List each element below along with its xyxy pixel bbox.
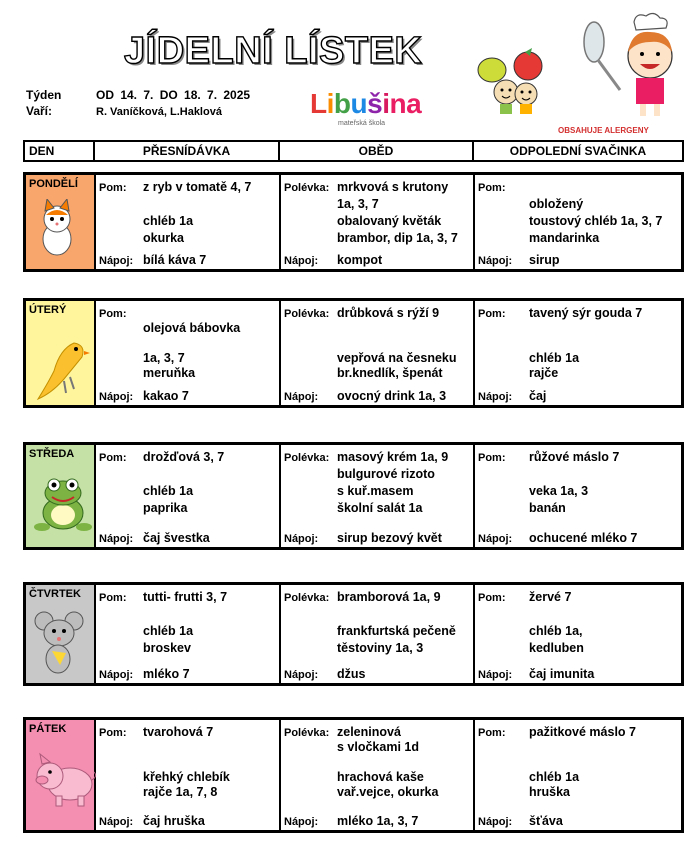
column-header-afternoon: ODPOLEDNÍ SVAČINKA xyxy=(509,144,647,158)
week-label: Týden xyxy=(26,88,62,102)
course-label: Pom: xyxy=(478,592,506,604)
menu-item: tutti- frutti 3, 7 xyxy=(143,590,228,604)
drink-item: čaj xyxy=(529,389,547,403)
drink-label: Nápoj: xyxy=(284,255,319,267)
day-cell xyxy=(26,585,96,683)
course-label: Pom: xyxy=(99,452,127,464)
day-name: ČTVRTEK xyxy=(29,588,81,600)
drink-label: Nápoj: xyxy=(478,391,513,403)
fruit-kids-illustration xyxy=(470,48,550,116)
menu-item: žervé 7 xyxy=(529,590,572,604)
drink-label: Nápoj: xyxy=(99,391,134,403)
drink-label: Nápoj: xyxy=(284,533,319,545)
afternoon-snack-cell xyxy=(475,720,681,830)
column-header-row xyxy=(23,140,684,162)
pig-icon xyxy=(34,750,98,813)
drink-item: ochucené mléko 7 xyxy=(529,531,638,545)
column-header-snack: PŘESNÍDÁVKA xyxy=(95,142,280,160)
course-label: Pom: xyxy=(478,308,506,320)
drink-label: Nápoj: xyxy=(478,816,513,828)
drink-item: sirup bezový květ xyxy=(337,531,442,545)
menu-item: pažitkové máslo 7 xyxy=(529,725,636,739)
menu-item: drůbková s rýží 9 xyxy=(337,306,440,320)
course-label: Polévka: xyxy=(284,182,330,194)
chef-girl-illustration xyxy=(580,12,680,116)
afternoon-snack-cell xyxy=(475,585,681,683)
day-name: ÚTERÝ xyxy=(29,304,67,316)
menu-item: obalovaný květák xyxy=(337,214,442,228)
snack-cell xyxy=(96,720,281,830)
lunch-cell xyxy=(281,720,475,830)
snack-cell xyxy=(96,585,281,683)
menu-item: paprika xyxy=(143,501,188,515)
menu-item: toustový chléb 1a, 3, 7 xyxy=(529,214,663,228)
course-label: Pom: xyxy=(478,727,506,739)
menu-item: veka 1a, 3 xyxy=(529,484,589,498)
menu-item: broskev xyxy=(143,641,191,655)
drink-item: ovocný drink 1a, 3 xyxy=(337,389,447,403)
menu-item: frankfurtská pečeně xyxy=(337,624,456,638)
drink-label: Nápoj: xyxy=(284,816,319,828)
snack-cell xyxy=(96,445,281,547)
drink-item: kompot xyxy=(337,253,383,267)
day-row-monday xyxy=(23,172,684,272)
drink-label: Nápoj: xyxy=(284,391,319,403)
drink-item: mléko 7 xyxy=(143,667,190,681)
drink-item: mléko 1a, 3, 7 xyxy=(337,814,419,828)
drink-item: sirup xyxy=(529,253,560,267)
drink-label: Nápoj: xyxy=(284,669,319,681)
course-label: Polévka: xyxy=(284,308,330,320)
menu-item: banán xyxy=(529,501,566,515)
lunch-cell xyxy=(281,585,475,683)
menu-item: br.knedlík, špenát xyxy=(337,366,443,380)
week-value: OD 14. 7. DO 18. 7. 2025 xyxy=(96,88,251,102)
frog-icon xyxy=(34,475,92,540)
menu-item: s kuř.masem xyxy=(337,484,414,498)
menu-item: chléb 1a xyxy=(143,214,194,228)
menu-item: okurka xyxy=(143,231,184,245)
menu-item: křehký chlebík xyxy=(143,770,230,784)
column-header-day: DEN xyxy=(25,142,95,160)
cooks-label: Vaří: xyxy=(26,104,53,118)
day-row-wednesday xyxy=(23,442,684,550)
menu-item: obložený xyxy=(529,197,584,211)
menu-item: hrachová kaše xyxy=(337,770,424,784)
course-label: Pom: xyxy=(99,308,127,320)
day-cell xyxy=(26,301,96,405)
menu-item: meruňka xyxy=(143,366,196,380)
course-label: Pom: xyxy=(99,727,127,739)
menu-item: chléb 1a, xyxy=(529,624,583,638)
course-label: Polévka: xyxy=(284,727,330,739)
menu-item: rajče xyxy=(529,366,559,380)
menu-item: vepřová na česneku xyxy=(337,351,457,365)
drink-item: čaj imunita xyxy=(529,667,595,681)
course-label: Polévka: xyxy=(284,452,330,464)
day-name: PÁTEK xyxy=(29,723,67,735)
menu-item: s vločkami 1d xyxy=(337,740,419,754)
bird-icon xyxy=(34,331,92,406)
course-label: Pom: xyxy=(99,592,127,604)
menu-item: chléb 1a xyxy=(143,624,194,638)
menu-item: z ryb v tomatě 4, 7 xyxy=(143,180,252,194)
menu-item: chléb 1a xyxy=(143,484,194,498)
menu-item: drožďová 3, 7 xyxy=(143,450,225,464)
allergen-note: OBSAHUJE ALERGENY xyxy=(558,126,649,135)
brand-logo: Libušina xyxy=(310,88,422,119)
afternoon-snack-cell xyxy=(475,175,681,269)
lunch-cell xyxy=(281,301,475,405)
drink-label: Nápoj: xyxy=(99,255,134,267)
afternoon-snack-cell xyxy=(475,445,681,547)
afternoon-snack-cell xyxy=(475,301,681,405)
course-label: Pom: xyxy=(478,452,506,464)
menu-item: brambor, dip 1a, 3, 7 xyxy=(337,231,458,245)
lunch-cell xyxy=(281,175,475,269)
menu-item: školní salát 1a xyxy=(337,501,423,515)
menu-item: masový krém 1a, 9 xyxy=(337,450,449,464)
drink-label: Nápoj: xyxy=(99,533,134,545)
menu-item: těstoviny 1a, 3 xyxy=(337,641,424,655)
day-row-friday xyxy=(23,717,684,833)
day-name: PONDĚLÍ xyxy=(29,178,78,190)
page-title: JÍDELNÍ LÍSTEK xyxy=(124,30,423,72)
drink-label: Nápoj: xyxy=(478,669,513,681)
snack-cell xyxy=(96,175,281,269)
course-label: Polévka: xyxy=(284,592,330,604)
menu-item: mrkvová s krutony xyxy=(337,180,449,194)
drink-item: kakao 7 xyxy=(143,389,189,403)
drink-label: Nápoj: xyxy=(99,669,134,681)
menu-item: mandarinka xyxy=(529,231,600,245)
menu-item: kedluben xyxy=(529,641,584,655)
menu-item: bramborová 1a, 9 xyxy=(337,590,441,604)
menu-item: tavený sýr gouda 7 xyxy=(529,306,643,320)
day-cell xyxy=(26,720,96,830)
menu-item: 1a, 3, 7 xyxy=(143,351,185,365)
drink-label: Nápoj: xyxy=(478,533,513,545)
menu-item: zeleninová xyxy=(337,725,401,739)
brand-subtitle: mateřská škola xyxy=(338,120,386,127)
course-label: Pom: xyxy=(478,182,506,194)
day-cell xyxy=(26,175,96,269)
drink-item: čaj švestka xyxy=(143,531,210,545)
menu-item: vař.vejce, okurka xyxy=(337,785,439,799)
snack-cell xyxy=(96,301,281,405)
column-header-lunch: OBĚD xyxy=(280,142,474,160)
drink-item: šťáva xyxy=(529,814,563,828)
mouse-icon xyxy=(34,609,86,682)
menu-item: růžové máslo 7 xyxy=(529,450,620,464)
day-name: STŘEDA xyxy=(29,448,75,460)
course-label: Pom: xyxy=(99,182,127,194)
cat-icon xyxy=(34,199,80,264)
drink-item: bílá káva 7 xyxy=(143,253,207,267)
menu-item: 1a, 3, 7 xyxy=(337,197,379,211)
cooks-value: R. Vaníčková, L.Haklová xyxy=(96,106,222,118)
menu-item: bulgurové rizoto xyxy=(337,467,435,481)
menu-item: chléb 1a xyxy=(529,770,580,784)
drink-item: džus xyxy=(337,667,366,681)
drink-label: Nápoj: xyxy=(99,816,134,828)
menu-item: hruška xyxy=(529,785,570,799)
drink-label: Nápoj: xyxy=(478,255,513,267)
menu-item: rajče 1a, 7, 8 xyxy=(143,785,218,799)
lunch-cell xyxy=(281,445,475,547)
menu-item: olejová bábovka xyxy=(143,321,241,335)
drink-item: čaj hruška xyxy=(143,814,205,828)
menu-item: tvarohová 7 xyxy=(143,725,214,739)
menu-item: chléb 1a xyxy=(529,351,580,365)
day-row-thursday xyxy=(23,582,684,686)
day-row-tuesday xyxy=(23,298,684,408)
day-cell xyxy=(26,445,96,547)
